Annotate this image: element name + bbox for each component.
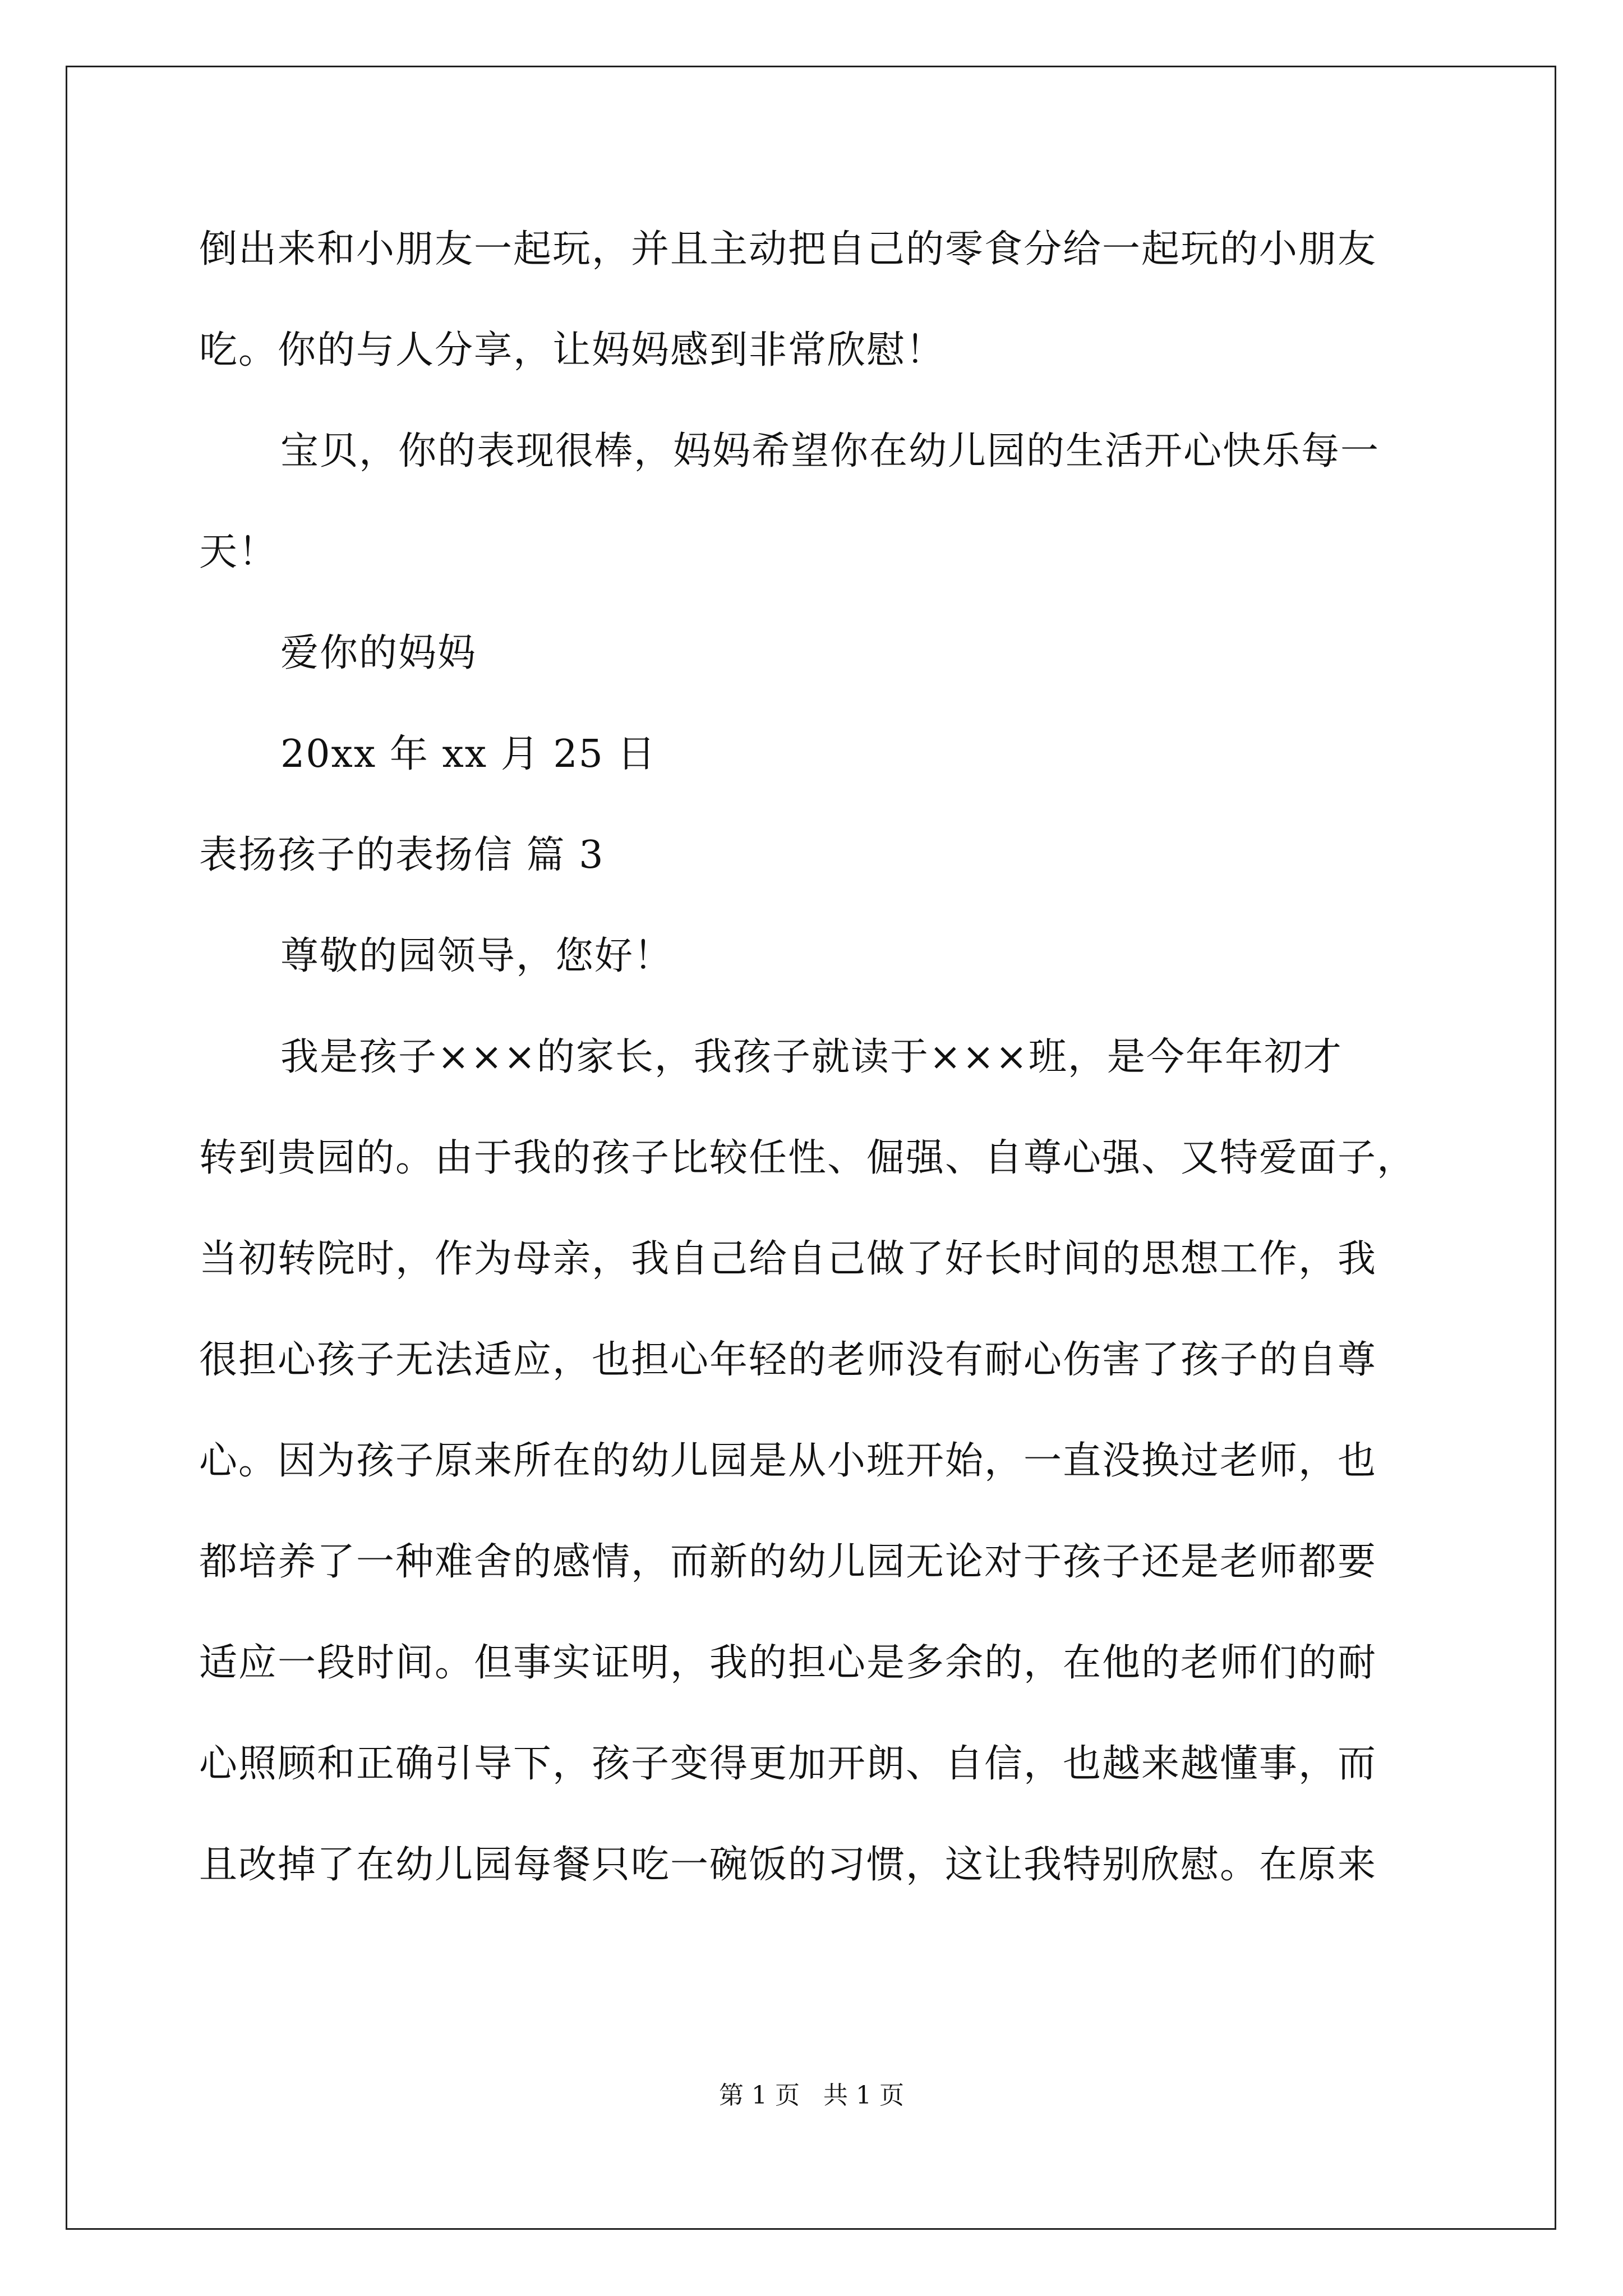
body-line-16: 心照顾和正确引导下，孩子变得更加开朗、自信，也越来越懂事，而 xyxy=(199,1742,1377,1786)
body-line-9: 我是孩子×××的家长，我孩子就读于×××班，是今年年初才 xyxy=(280,1035,1343,1079)
body-line-2: 吃。你的与人分享，让妈妈感到非常欣慰！ xyxy=(199,328,946,372)
signature-line: 爱你的妈妈 xyxy=(280,631,477,675)
body-line-14: 都培养了一种难舍的感情，而新的幼儿园无论对于孩子还是老师都要 xyxy=(199,1540,1377,1584)
page-footer: 第 1 页 共 1 页 xyxy=(719,2081,904,2110)
body-line-4: 天！ xyxy=(199,530,278,574)
body-line-15: 适应一段时间。但事实证明，我的担心是多余的，在他的老师们的耐 xyxy=(199,1641,1377,1685)
body-line-11: 当初转院时，作为母亲，我自己给自己做了好长时间的思想工作，我 xyxy=(199,1237,1377,1281)
body-line-17: 且改掉了在幼儿园每餐只吃一碗饭的习惯，这让我特别欣慰。在原来 xyxy=(199,1843,1377,1887)
body-line-3: 宝贝，你的表现很棒，妈妈希望你在幼儿园的生活开心快乐每一 xyxy=(280,429,1380,473)
body-line-1: 倒出来和小朋友一起玩，并且主动把自己的零食分给一起玩的小朋友 xyxy=(199,227,1377,272)
body-line-12: 很担心孩子无法适应，也担心年轻的老师没有耐心伤害了孩子的自尊 xyxy=(199,1338,1377,1382)
section-heading: 表扬孩子的表扬信 篇 3 xyxy=(199,833,605,877)
body-line-10: 转到贵园的。由于我的孩子比较任性、倔强、自尊心强、又特爱面子， xyxy=(199,1136,1417,1180)
date-line: 20xx 年 xx 月 25 日 xyxy=(280,732,657,776)
salutation-line: 尊敬的园领导，您好！ xyxy=(280,934,674,978)
body-line-13: 心。因为孩子原来所在的幼儿园是从小班开始，一直没换过老师，也 xyxy=(199,1439,1377,1483)
